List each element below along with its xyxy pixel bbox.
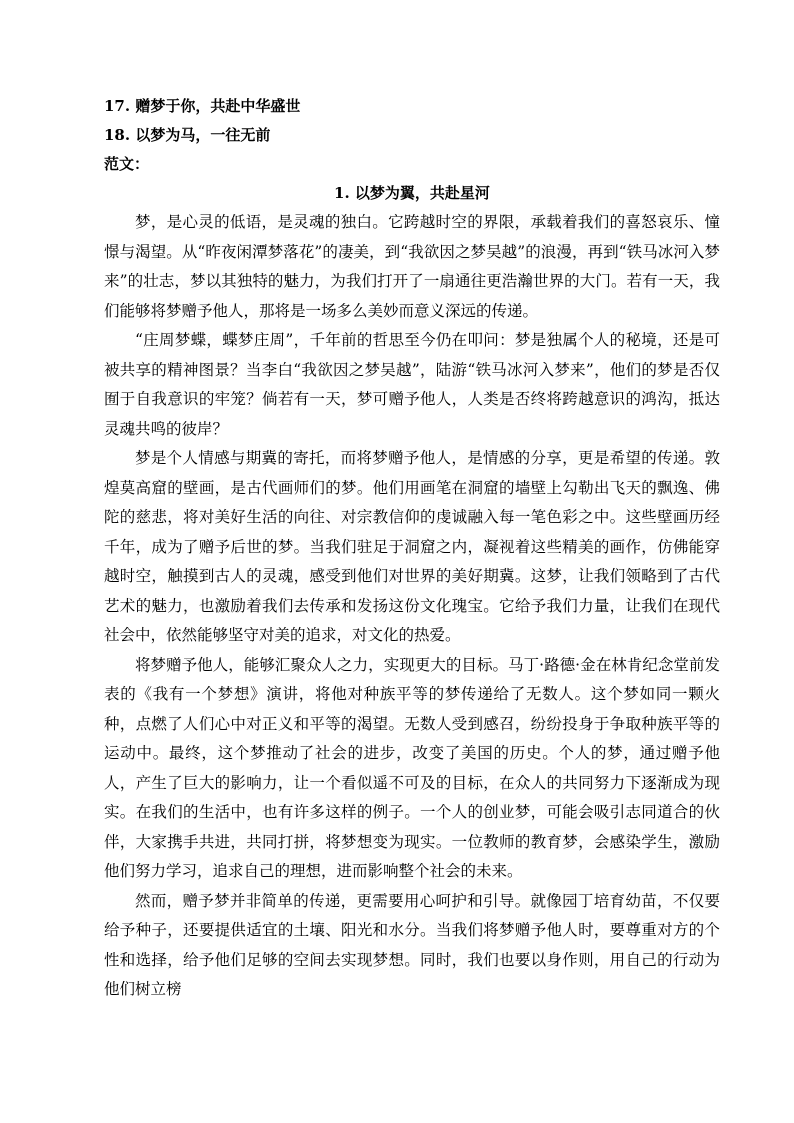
document-content	[104, 92, 720, 1005]
essay-paragraph-3: 梦是个人情感与期冀的寄托，而将梦赠予他人，是情感的分享，更是希望的传递。敦煌莫高窟的壁画，是古代画师们的梦。他们用画笔在洞窟的墙壁上勾勒出飞天的飘逸、佛陀的慈悲，将对美好生活的向往、对宗教信仰的虔诚融入每一笔色彩之中。这些壁画历经千年，成为了赠予后世的梦。当我们驻足于洞窟之内，凝视着这些精美的画作，仿佛能穿越时空，触摸到古人的灵魂，感受到他们对世界的美好期冀。这梦，让我们领略到了古代艺术的魅力，也激励着我们去传承和发扬这份文化瑰宝。它给予我们力量，让我们在现代社会中，依然能够坚守对美的追求，对文化的热爱。	[104, 449, 720, 644]
essay-paragraph-4: 将梦赠予他人，能够汇聚众人之力，实现更大的目标。马丁·路德·金在林肯纪念堂前发表的《我有一个梦想》演讲，将他对种族平等的梦传递给了无数人。这个梦如同一颗火种，点燃了人们心中对正义和平等的渴望。无数人受到感召，纷纷投身于争取种族平等的运动中。最终，这个梦推动了社会的进步，改变了美国的历史。个人的梦，通过赠予他人，产生了巨大的影响力，让一个看似遥不可及的目标，在众人的共同努力下逐渐成为现实。在我们的生活中，也有许多这样的例子。一个人的创业梦，可能会吸引志同道合的伙伴，大家携手共进，共同打拼，将梦想变为现实。一位教师的教育梦，会感染学生，激励他们努力学习，追求自己的理想，进而影响整个社会的未来。	[104, 655, 720, 880]
essay-paragraph-1: 梦，是心灵的低语，是灵魂的独白。它跨越时空的界限，承载着我们的喜怒哀乐、憧憬与渴望。从“昨夜闲潭梦落花”的凄美，到“我欲因之梦吴越”的浪漫，再到“铁马冰河入梦来”的壮志，梦以其独特的魅力，为我们打开了一扇通往更浩瀚世界的大门。若有一天，我们能够将梦赠予他人，那将是一场多么美妙而意义深远的传递。	[104, 213, 720, 320]
topic-18-heading: 18. 以梦为马，一往无前	[104, 126, 271, 144]
essay-paragraph-5: 然而，赠予梦并非简单的传递，更需要用心呵护和引导。就像园丁培育幼苗，不仅要给予种子，还要提供适宜的土壤、阳光和水分。当我们将梦赠予他人时，要尊重对方的个性和选择，给予他们足够的空间去实现梦想。同时，我们也要以身作则，用自己的行动为他们树立榜	[104, 891, 720, 998]
essay-paragraph-2: “庄周梦蝶，蝶梦庄周”，千年前的哲思至今仍在叩问：梦是独属个人的秘境，还是可被共享的精神图景？当李白“我欲因之梦吴越”，陆游“铁马冰河入梦来”，他们的梦是否仅囿于自我意识的牢笼？倘若有一天，梦可赠予他人，人类是否终将跨越意识的鸿沟，抵达灵魂共鸣的彼岸？	[104, 331, 720, 438]
essay-title: 1. 以梦为翼，共赴星河	[334, 184, 490, 202]
topic-17-heading: 17. 赠梦于你，共赴中华盛世	[104, 97, 301, 115]
sample-essay-label: 范文：	[104, 155, 150, 173]
